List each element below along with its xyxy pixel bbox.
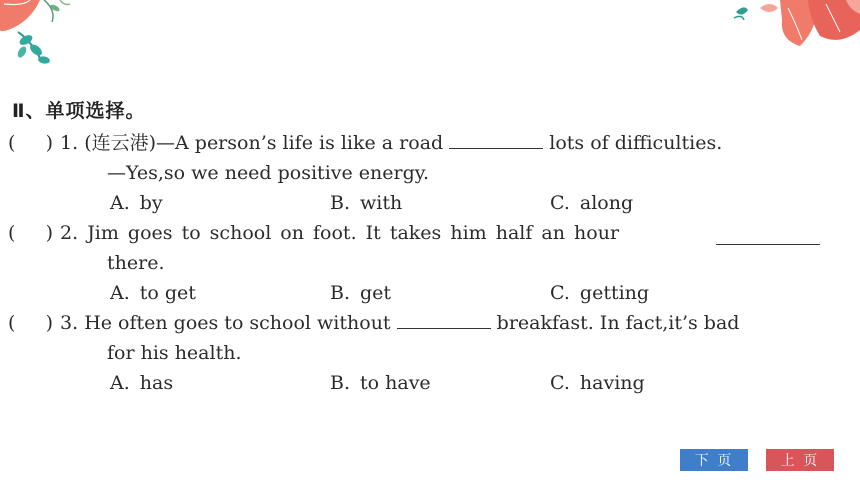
floral-decoration-left-icon	[0, 0, 80, 72]
option-b[interactable]: B. with	[330, 192, 403, 214]
question-number: 3.	[60, 312, 79, 334]
option-a[interactable]: A. has	[110, 372, 174, 394]
question-3-line-1	[60, 310, 739, 336]
question-text: —A person’s life is like a road	[156, 132, 444, 154]
next-page-button[interactable]: 下 页	[680, 449, 748, 471]
question-text: lots of difficulties.	[549, 132, 723, 154]
question-2-line-2: there.	[107, 252, 165, 274]
question-number: 1.	[60, 132, 79, 154]
answer-paren-2[interactable]: ( )	[8, 222, 54, 244]
option-c[interactable]: C. getting	[550, 282, 650, 304]
question-1-line-1	[60, 130, 722, 156]
question-number: 2.	[60, 222, 79, 244]
section-title: Ⅱ、单项选择。	[12, 100, 146, 122]
question-text: breakfast. In fact,it’s bad	[496, 312, 740, 334]
option-b[interactable]: B. to have	[330, 372, 431, 394]
option-b[interactable]: B. get	[330, 282, 392, 304]
answer-blank[interactable]	[397, 310, 491, 329]
question-source: (连云港)	[84, 132, 157, 154]
question-text: He often goes to school without	[84, 312, 391, 334]
question-2-line-1	[60, 220, 619, 246]
question-text: Jim goes to school on foot. It takes him half an hour	[87, 222, 620, 244]
option-c[interactable]: C. having	[550, 372, 645, 394]
answer-blank[interactable]	[449, 130, 543, 149]
previous-page-button[interactable]: 上 页	[766, 449, 834, 471]
answer-blank[interactable]	[716, 226, 820, 245]
option-c[interactable]: C. along	[550, 192, 634, 214]
answer-paren-1[interactable]: ( )	[8, 132, 54, 154]
option-a[interactable]: A. to get	[110, 282, 196, 304]
floral-decoration-right-icon	[730, 0, 860, 52]
answer-paren-3[interactable]: ( )	[8, 312, 54, 334]
question-1-line-2: —Yes,so we need positive energy.	[107, 162, 430, 184]
option-a[interactable]: A. by	[110, 192, 163, 214]
question-3-line-2: for his health.	[107, 342, 242, 364]
